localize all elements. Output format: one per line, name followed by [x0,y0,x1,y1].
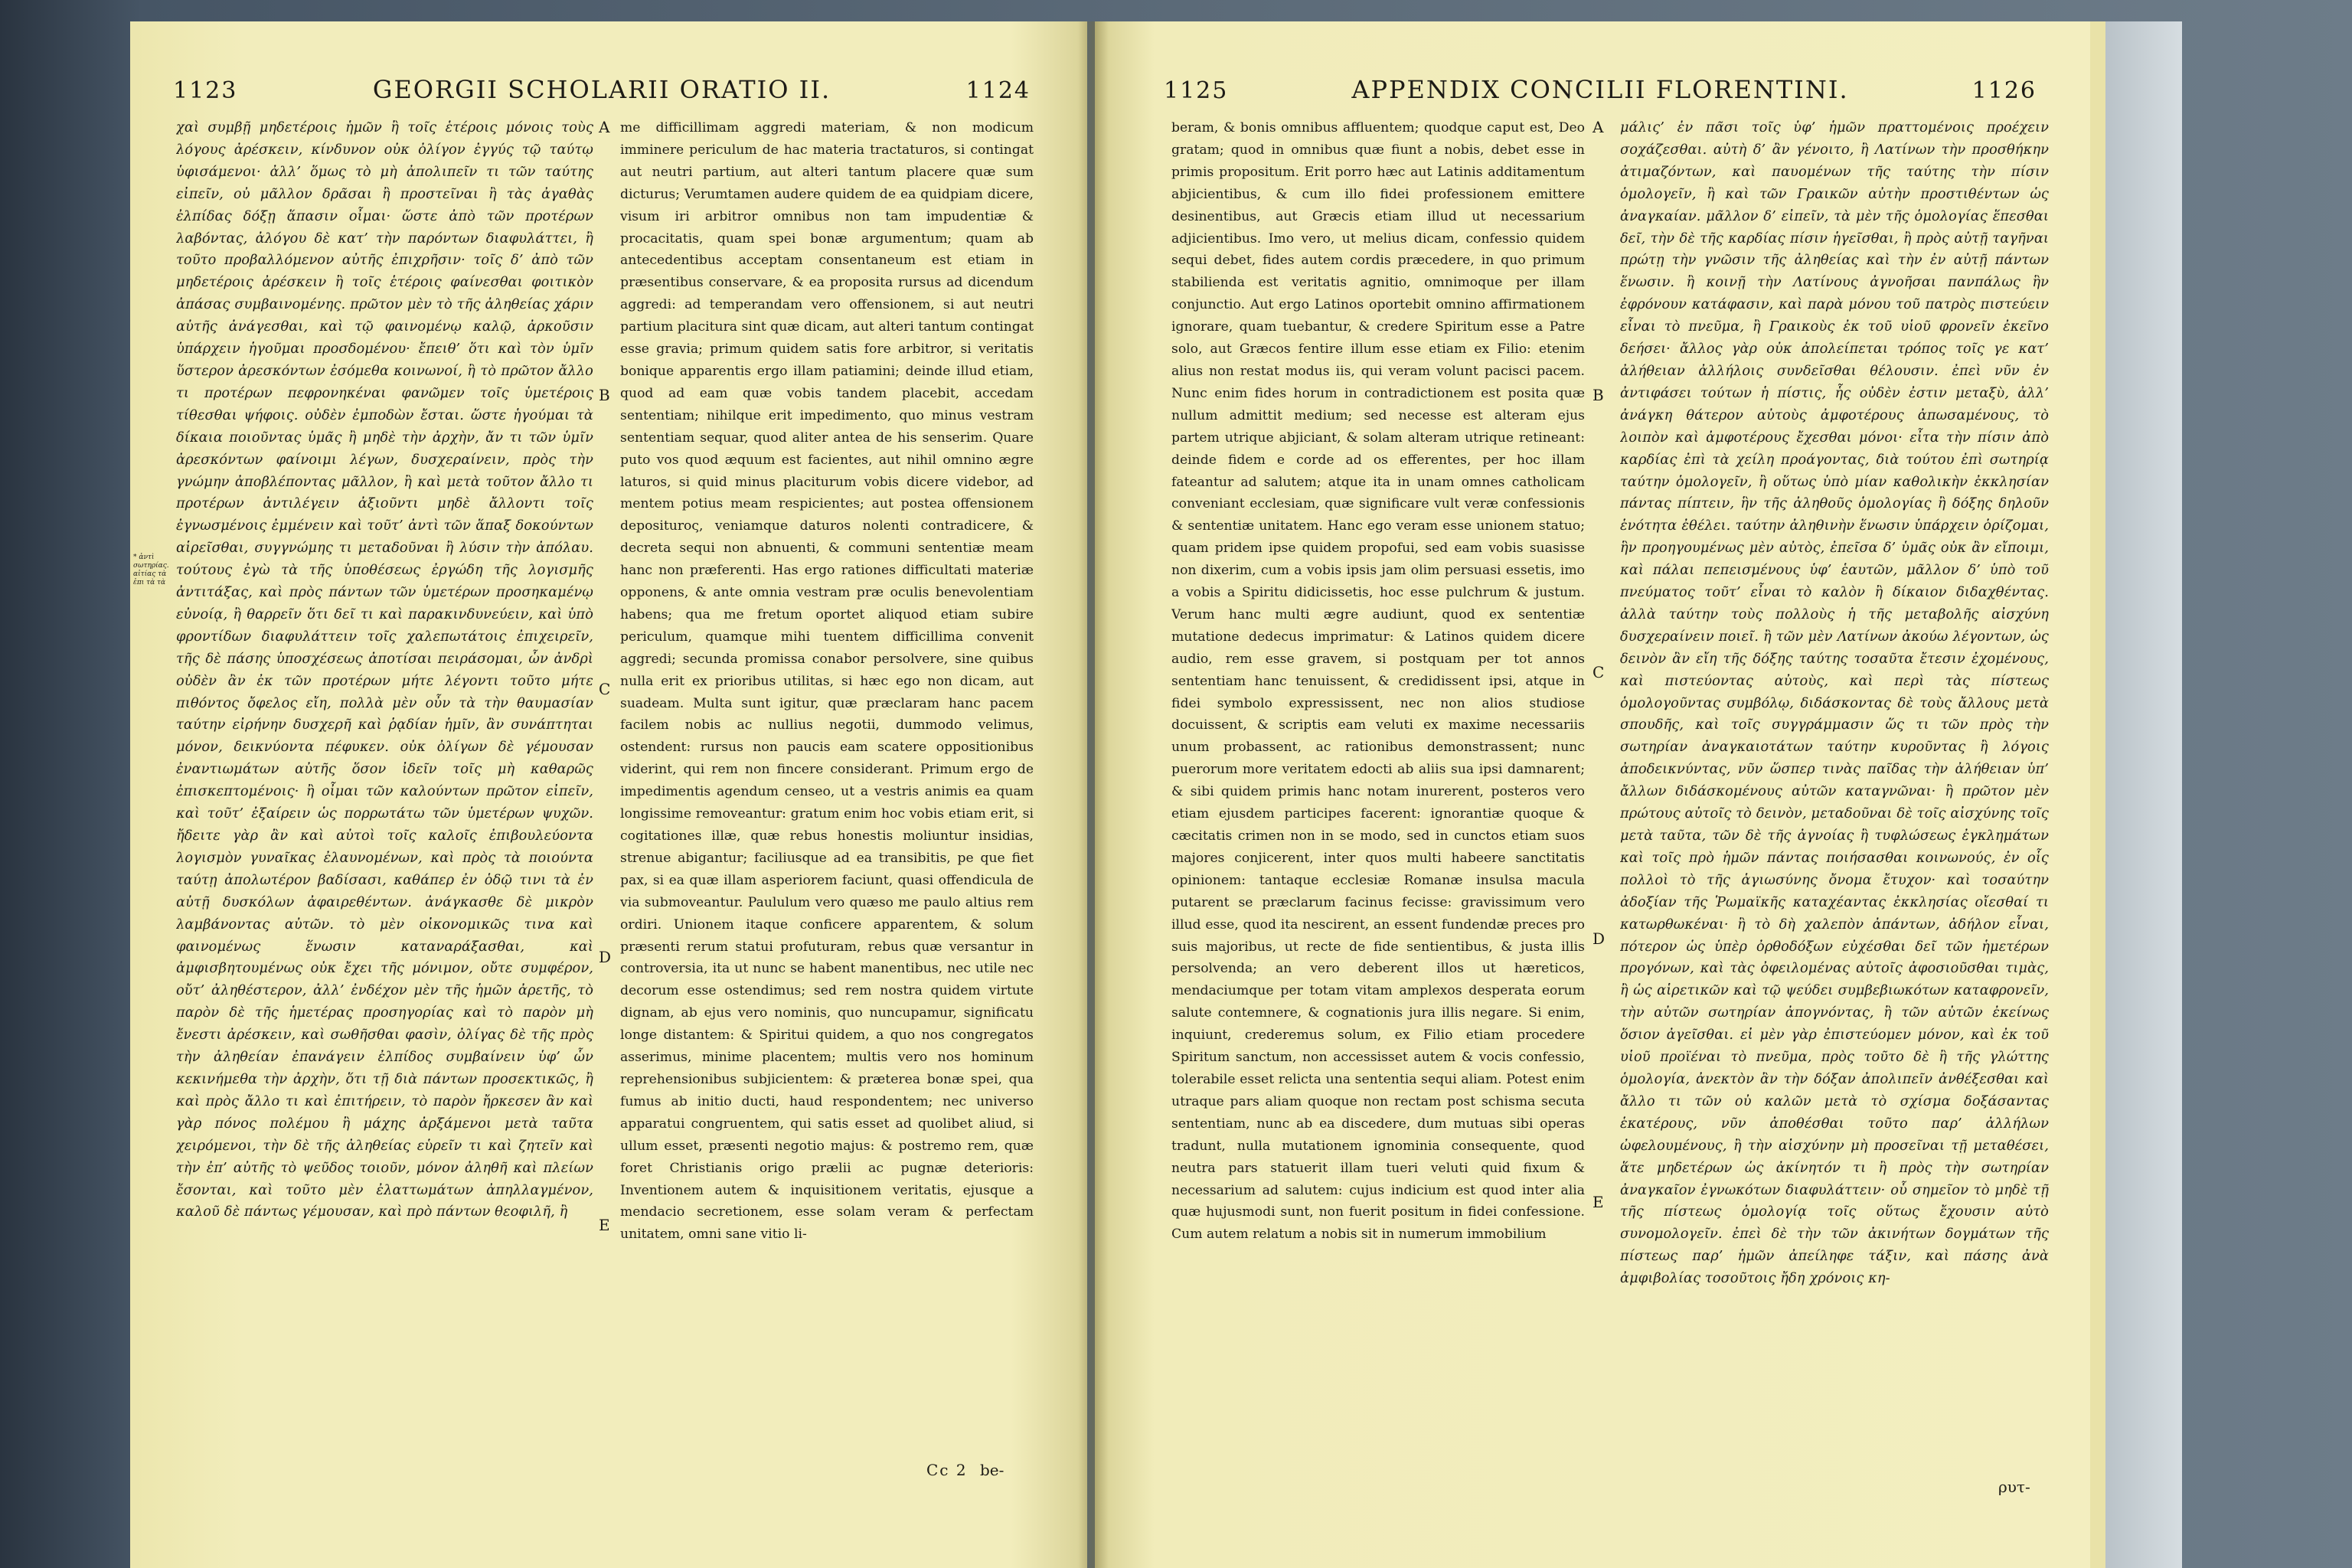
right-page-header [1164,75,2037,113]
page-edge [2090,21,2105,1568]
section-marker-d: D [599,948,612,966]
signature-mark: Cc 2 [926,1461,968,1479]
catchword-left: be- [980,1461,1004,1479]
latin-text-left: me difficillimam aggredi materiam, & non modicum imminere periculum de hac materia tractaturos, si contingat aut neutri partium, aut alteri tantum placere quæ sum dicturus; Verumtamen audere quidem de ea quidpiam dicere, visum iri arbitror omnibus non tam impudentiæ & procacitatis, quam spei bonæ argumentum; quam ab antecedentibus acceptam consentaneum est etiam in præsentibus conservare, & ea proposita rursus ad dicendum aggredi: ad temperandam vero offensionem, si aut neutri partium placitura sint quæ dicam, aut alteri tantum contingat esse gravia; primum quidem satis fore arbitror, si veritatis bonique apparentis ergo illam patiamini; deinde illud etiam, quod ad eam quæ vobis tandem placebit, accedam sententiam; nihilque erit impedimento, quo minus vestram sententiam sequar, quod aliter antea de his senserim. Quare puto vos quod æquum est facientes, aut nihil omnino ægre laturos, si quid minus placiturum vobis dicere videbor, ad mentem potius meam respicientes; aut postea offensionem depositurος, veniamque daturos nolenti contradicere, & decreta sequi non abnuenti, & communi sententiæ meam hanc non præferenti. Has ergo rationes difficultati materiæ opponens, & ante omnia vestram præ oculis benevolentiam habens; qua me fretum oportet aliquod etiam subire periculum, quamque mihi tuentem difficillima convenit aggredi; secunda promissa conabor persolvere, sine quibus nulla erit ex prioribus utilitas, si hæc ego non dicam, aut suadeam. Multa sunt igitur, quæ præclaram hanc pacem facilem nobis ac nullius negotii, dummodo velimus, ostendent: rursus non paucis eam scatere oppositionibus viderint, qui rem non fincere considerant. Primum ergo de impedimentis agendum censeo, ut a vestris animis ea quam longissime removeantur: gratum enim hoc vobis etiam erit, si cogitationes illæ, quæ rebus honestis moliuntur insidias, strenue abigantur; faciliusque ad ea transibitis, pe que fiet pax, si ea quæ illam asperiorem faciunt, quasi offendicula de via submoveantur. Paululum vero quæso me paulo altius rem ordiri. Unionem itaque conficere apparentem, & solum præsenti rerum statui profuturam, rebus quæ versantur in controversia, ita ut nunc se habent manentibus, nec utile nec decorum esse ostendimus; sed rem nostra quidem virtute dignam, ab ejus vero nominis, quo nuncupamur, significatu longe distantem: & Spiritui quidem, a quo nos congregatos asserimus, minime placentem; multis vero nos hominum reprehensionibus subjicientem: & præterea bonæ spei, qua fumus ab initio ducti, haud respondentem; nec universo apparatui congruentem, qui satis esset ad quolibet aliud, si ullum esset, præsenti negotio majus: & postremo rem, quæ foret Christianis origo prælii ac pugnæ deterioris: Inventionem autem & inquisitionem veritatis, ejusque a mendacio secretionem, esse solam veram & perfectam unitatem, omni sane vitio li- [620,120,1034,1243]
greek-column-right [1620,117,2049,1472]
section-marker-d: D [1592,929,1606,948]
greek-text-left: χαὶ συμβῇ μηδετέροις ἡμῶν ἢ τοῖς ἑτέροις μόνοις τοὺς λόγους ἀρέσκειν, κίνδυνον οὐκ ὀλίγον ἐγγύς τῷ ταύτῳ ὑφισάμενοι· ἀλλ’ ὅμως τὸ μὴ ἀπολιπεῖν τι τῶν ταύτης εἰπεῖν, οὐ μᾶλλον δρᾶσαι ἢ προστεῖναι ἢ τὰς ἀγαθὰς ἐλπίδας δόξῃ ἅπασιν οἶμαι· ὥστε ἀπὸ τῶν προτέρων λαβόντας, ἀλόγου δὲ κατ’ τὴν παρόντων διαφυλάττει, ἢ τοῦτο προβαλλόμενον αὐτῆς ἐπιχρῆσιν· τοῖς δ’ ἀπὸ τῶν μηδετέροις ἀρέσκειν ἢ τοῖς ἑτέροις φαίνεσθαι φοιτικὸν ἀπάσας συμβαινομένης. πρῶτον μὲν τὸ τῆς ἀληθείας χάριν αὐτῆς ἀνάγεσθαι, καὶ τῷ φαινομένῳ καλῷ, ἀρκοῦσιν ὑπάρχειν ἡγοῦμαι προσδομένου· ἔπειθ’ ὅτι καὶ τὸν ὑμῖν ὕστερον ἀρεσκόντων ἐσόμεθα κοινωνοί, ἢ τὸ πρῶτον ἄλλο τι προτέρων πεφρονηκέναι φανῶμεν τοῖς ὑμετέροις τίθεσθαι ψήφοις. οὐδὲν ἐμποδὼν ἔσται. ὥστε ἡγούμαι τὰ δίκαια ποιοῦντας ὑμᾶς ἢ μηδὲ τὴν ἀρχὴν, ἄν τι τῶν ὑμῖν ἀρεσκόντων φαίνοιμι λέγων, δυσχεραίνειν, πρὸς τὴν γνώμην ἀποβλέποντας μᾶλλον, ἢ καὶ μετὰ τοῦτον ἄλλο τι προτέρων ἀντιλέγειν ἀξιοῦντι μηδὲ ἄλλοντι τοῖς ἐγνωσμένοις ἐμμένειν καὶ τοῦτ’ ἀντὶ τῶν ἅπαξ δοκούντων αἱρεῖσθαι, συγγνώμης τι μεταδοῦναι ἢ λύσιν τὴν ἀπόλαυ. τούτους ἐγὼ τὰ τῆς ὑποθέσεως ἐργώδη τῆς λογισμῆς ἀντιτάξας, καὶ πρὸς πάντων τῶν ὑμετέρων προσηκαμένῳ εὐνοίᾳ, ἢ θαρρεῖν ὅτι δεῖ τι καὶ παρακινδυνεύειν, καὶ ὑπὸ φροντίδων διαφυλάττειν τοῖς χαλεπωτάτοις ἐπιχειρεῖν, τῆς δὲ πάσης ὑποσχέσεως ἀποτίσαι πειράσομαι, ὧν ἀνδρὶ οὐδὲν ἂν ἐκ τῶν προτέρων μήτε λέγοντι τοῦτο μήτε πιθόντος ὄφελος εἴη, πολλὰ μὲν οὖν τὰ τὴν θαυμασίαν ταύτην εἰρήνην δυσχερῆ καὶ ῥᾳδίαν ἡμῖν, ἂν συνάπτηται μόνον, δεικνύοντα πέφυκεν. οὐκ ὀλίγων δὲ γέμουσαν ἐναντιωμάτων αὐτῆς ὅσον ἰδεῖν τοῖς μὴ καθαρῶς ἐπισκεπτομένοις· ἢ οἶμαι τῶν καλούντων πρῶτον εἰπεῖν, καὶ τοῦτ’ ἐξαίρειν ὡς πορρωτάτω τῶν ὑμετέρων ψυχῶν. ἤδειτε γὰρ ἂν καὶ αὐτοὶ τοῖς καλοῖς ἐπιβουλεύοντα λογισμὸν γυναῖκας ἐλαυνομένων, καὶ πρὸς τὰ ποιούντα ταύτῃ ἀπολωτέρον βαδίσασι, καθάπερ ἐν ὁδῷ τινι τὰ ἐν αὐτῇ δυσκόλων ἀφαιρεθέντων. ἀνάγκασθε δὲ μικρὸν λαμβάνοντας αὐτῶν. τὸ μὲν οἰκονομικῶς τινα καὶ φαινομένως ἕνωσιν καταναράξασθαι, καὶ ἀμφισβητουμένως οὐκ ἔχει τῆς μόνιμον, οὔτε συμφέρον, οὔτ’ ἀληθέστερον, ἀλλ’ ἐνδέχον μὲν τῆς ἡμῶν ἀρετῆς, τὸ παρὸν δὲ τῆς ἡμετέρας προσηγορίας καὶ τὸ παρὸν μὴ ἔνεστι ἀρέσκειν, καὶ σωθῆσθαι φασὶν, ὀλίγας δὲ τῆς πρὸς τὴν ἀληθείαν ἐπανάγειν ἐλπίδος συμβαίνειν ὑφ’ ὧν κεκινήμεθα τὴν ἀρχὴν, ὅτι τῇ διὰ πάντων προσεκτικῶς, ἢ καὶ πρὸς ἄλλο τι καὶ ἐπιτήρειν, τὸ παρὸν ἤρκεσεν ἂν καὶ γὰρ πόνος πολέμου ἢ μάχης ἀρξάμενοι μετὰ ταῦτα χειρόμενοι, τὴν δὲ τῆς ἀληθείας εὑρεῖν τι καὶ ζητεῖν καὶ τὴν ἐπ’ αὐτῆς τὸ ψεῦδος τοιοῦν, μόνον ἀληθῆ καὶ πλείων ἔσονται, καὶ τοῦτο μὲν ἐλαττωμάτων ἀπηλλαγμένον, καλοῦ δὲ πάντως γέμουσαν, καὶ πρὸ πάντων θεοφιλῆ, ἢ [176,119,593,1220]
section-marker-c: C [599,680,611,698]
latin-column-right [1171,117,1585,1472]
section-marker-a: A [599,118,610,136]
open-book [130,21,2090,1568]
margin-note: * ἀντὶ σωτηρίας. αἰτίας τὰ ἐπι τὰ τὰ [133,554,169,586]
page-number-1126: 1126 [1971,77,2037,104]
latin-text-right: beram, & bonis omnibus affluentem; quodque caput est, Deo gratam; quod in omnibus quæ fiunt a nobis, debet esse in primis propositum. Erit porro hæc aut Latinis additamentum abjicientibus, & cum illo fidei professionem emittere desinentibus, aut Græcis etiam illud ut necessarium adjicientibus. Imo vero, ut melius dicam, confessio quidem sequi debet, fides autem cordis præcedere, in quo primum stabilienda est veritatis agnitio, omnimoque per illam conjunctio. Aut ergo Latinos oportebit omnino affirmationem ignorare, quam tuebantur, & credere Spiritum esse a Patre solo, aut Græcos fentire illum esse etiam ex Filio: etenim alius non restat modus iis, qui veram volunt pacisci pacem. Nunc enim fides horum in contradictionem est posita quæ nullum admittit medium; sed necesse est alteram ejus partem utrique abjiciant, & solam alteram utrique retineant: deinde fidem e corde ad os efferentes, per hoc illam fateantur ad salutem; atque ita in unam omnes catholicam conveniant ecclesiam, quæ significare vult veræ confessionis & sententiæ unitatem. Hanc ego veram esse unionem statuo; quam pridem ipse quidem propofui, sed eam vobis suasisse non dixerim, cum a vobis ipsis jam olim persuasi essetis, imo a vobis a Spiritu didicissetis, hoc esse pulchrum & justum. Verum hanc multi ægre audiunt, quod ex sententiæ mutatione dedecus imprimatur: & Latinos quidem dicere audio, rem esse gravem, si postquam per tot annos sententiam hanc tenuissent, & credidissent ipsi, atque in fidei symbolo expressissent, nec non alios studiose docuissent, & scriptis eam veluti ex maxime necessariis unum probassent, ac rationibus demonstrassent; nunc puerorum more veritatem edocti ab aliis sua ipsi damnarent; & sibi quidem primis hanc notam inurerent, posteros vero etiam ejusdem participes facerent: ignorantiæ quoque & cæcitatis crimen non in se modo, sed in cunctos etiam suos majores conjicerent, inter quos multi habeere sanctitatis opinionem: tantaque ecclesiæ Romanæ insulsa macula putarent se præclarum facinus fecisse: gravissimum vero illud esse, quod ita nescirent, an essent fundendæ preces pro suis majoribus, ut recte de fide sentientibus, & justa illis persolvenda; an vero deberent illos ut hæreticos, mendaciumque per totam vitam amplexos desperata eorum salute contemnere, & cognationis jura illis negare. Si enim, inquiunt, crederemus solum, ex Filio etiam procedere Spiritum sanctum, non accessisset autem & vocis confessio, tolerabile esset relicta una sententia sequi aliam. Potest enim utraque pars aliam quoque non rectam post schisma secuta sententiam, nunc ab ea discedere, dum mutuas sibi operas tradunt, nulla mutationem ignominia consequente, quod neutra pars statuerit illam tueri veluti quid fixum & necessarium ad salutem: cujus indicium est quod inter alia quæ hujusmodi sunt, non fuerit positum in fidei confessione. Cum autem relatum a nobis sit in numerum immobilium [1171,120,1585,1243]
page-number-1124: 1124 [965,77,1031,104]
latin-column-left [620,117,1034,1472]
book-gutter [1078,21,1109,1568]
section-marker-a: A [1592,118,1604,136]
greek-column-left [176,117,593,1472]
catchword-right: ρυτ- [1998,1478,2030,1496]
page-number-1123: 1123 [173,77,238,104]
running-title-left: GEORGII SCHOLARII ORATIO II. [372,75,831,104]
running-title-right: APPENDIX CONCILII FLORENTINI. [1351,75,1849,104]
page-number-1125: 1125 [1164,77,1229,104]
backing-board [2105,21,2182,1568]
section-marker-b: B [599,386,610,404]
greek-text-right: μάλις’ ἐν πᾶσι τοῖς ὑφ’ ἡμῶν πραττομένοις προέχειν σοχάζεσθαι. αὐτὴ δ’ ἂν γένοιτο, ἢ Λατίνων τὴν προσθήκην ἀτιμαζόντων, καὶ παυομένων τῆς ταύτης τὴν πίσιν ὁμολογεῖν, ἢ καὶ τῶν Γραικῶν αὐτὴν προστιθέντων ὡς ἀναγκαίαν. μᾶλλον δ’ εἰπεῖν, τὰ μὲν τῆς ὁμολογίας ἕπεσθαι δεῖ, τὴν δὲ τῆς καρδίας πίσιν ἡγεῖσθαι, ἢ πρὸς αὐτῇ ταγῆναι πρώτῃ τὴν γνῶσιν τῆς ἀληθείας καὶ τὴν ἐν αὐτῇ πάντων ἕνωσιν. ἢ κοινῇ τὴν Λατίνους ἀγνοῆσαι πανπάλως ἣν ἐφρόνουν κατάφασιν, καὶ παρὰ μόνου τοῦ πατρὸς πιστεύειν εἶναι τὸ πνεῦμα, ἢ Γραικοὺς ἐκ τοῦ υἱοῦ φρονεῖν ἐκεῖνο δεήσει· ἄλλος γὰρ οὐκ ἀπολείπεται τρόπος τοῖς γε κατ’ ἀλήθειαν ἀλλήλοις συνδεῖσθαι θέλουσιν. ἐπεὶ νῦν ἐν ἀντιφάσει τούτων ἡ πίστις, ἧς οὐδὲν ἐστιν μεταξὺ, ἀλλ’ ἀνάγκη θάτερον αὐτοὺς ἀμφοτέρους ἀπωσαμένους, τὸ λοιπὸν καὶ ἀμφοτέρους ἔχεσθαι μόνοι· εἶτα τὴν πίσιν ἀπὸ καρδίας ἐπὶ τὰ χείλη προάγοντας, διὰ τούτου ἐπὶ σωτηρίᾳ ταύτην ὁμολογεῖν, ἢ οὕτως ὑπὸ μίαν καθολικὴν ἐκκλησίαν πάντας πίπτειν, ἣν τῆς ἀληθοῦς ὁμολογίας ἢ δόξης δηλοῦν ἑνότητα ἐθέλει. ταύτην ἀληθινὴν ἕνωσιν ὑπάρχειν ὁρίζομαι, ἣν προηγουμένως μὲν αὐτὸς, ἐπεῖσα δ’ ὑμᾶς οὐκ ἂν εἴποιμι, καὶ πάλαι πεπεισμένους ὑφ’ ἑαυτῶν, μᾶλλον δ’ ὑπὸ τοῦ πνεύματος τοῦτ’ εἶναι τὸ καλὸν ἢ δίκαιον διδαχθέντας. ἀλλὰ ταύτην τοὺς πολλοὺς ἡ τῆς μεταβολῆς αἰσχύνη δυσχεραίνειν ποιεῖ. ἢ τῶν μὲν Λατίνων ἀκούω λέγοντων, ὡς δεινὸν ἂν εἴη τῆς δόξης ταύτης τοσαῦτα ἔτεσιν ἐχομένους, καὶ πιστεύοντας αὐτοὺς, καὶ περὶ τὰς πίστεως ὁμολογοῦντας συμβόλῳ, διδάσκοντας δὲ τοὺς ἄλλους μετὰ σπουδῆς, καὶ τοῖς συγγράμμασιν ὥς τι τῶν πρὸς τὴν σωτηρίαν ἀναγκαιοτάτων ταύτην κυροῦντας ἢ λόγοις ἀποδεικνύντας, νῦν ὥσπερ τινὰς παῖδας τὴν ἀλήθειαν ὑπ’ ἄλλων διδάσκομένους αὐτῶν καταγνῶναι· ἢ πρῶτον μὲν πρώτους αὐτοῖς τὸ δεινὸν, μεταδοῦναι δὲ τοῖς αἰσχύνης τοῖς μετὰ ταῦτα, τῶν δὲ τῆς ἀγνοίας ἢ τυφλώσεως ἐγκλημάτων καὶ τοῖς πρὸ ἡμῶν πάντας ποιήσασθαι κοινωνούς, ἐν οἷς πολλοὶ τὸ τῆς ἁγιωσύνης ὄνομα ἔτυχον· καὶ τοσαύτην ἀδοξίαν τῆς Ῥωμαϊκῆς καταχέαντας ἐκκλησίας οἴεσθαί τι κατωρθωκέναι· ἢ τὸ δὴ χαλεπὸν ἀπάντων, ἀδήλον εἶναι, πότερον ὡς ὑπὲρ ὀρθοδόξων εὐχέσθαι δεῖ τῶν ἡμετέρων προγόνων, καὶ τὰς ὀφειλομένας αὐτοῖς ἀφοσιοῦσθαι τιμὰς, ἢ ὡς αἱρετικῶν καὶ τῷ ψεύδει συμβεβιωκότων καταφρονεῖν, τὴν αὐτῶν σωτηρίαν ἀπογνόντας, ἢ τῶν αὐτῶν ἐκείνως ὅσιον ἀγεῖσθαι. εἰ μὲν γὰρ ἐπιστεύομεν μόνον, καὶ ἐκ τοῦ υἱοῦ προϊέναι τὸ πνεῦμα, πρὸς τοῦτο δὲ ἢ τῆς γλώττης ὁμολογία, ἀνεκτὸν ἂν τὴν δόξαν ἀπολιπεῖν ἀνθέξεσθαι καὶ ἄλλο τι τῶν οὐ καλῶν μετὰ τὸ σχίσμα δοξάσαντας ἑκατέρους, νῦν ἀποθέσθαι τοῦτο παρ’ ἀλλήλων ὠφελουμένους, ἢ τὴν αἰσχύνην μὴ προσεῖναι τῇ μεταθέσει, ἅτε μηδετέρων ὡς ἀκίνητόν τι ἢ πρὸς τὴν σωτηρίαν ἀναγκαῖον ἐγνωκότων διαφυλάττειν· οὗ σημεῖον τὸ μηδὲ τῇ τῆς πίστεως ὁμολογίᾳ τοῖς οὕτως ἔχουσιν αὐτὸ συνομολογεῖν. ἐπεὶ δὲ τὴν τῶν ἀκινήτων δογμάτων τῆς πίστεως παρ’ ἡμῶν ἀπείληφε τάξιν, καὶ πάσης ἀνὰ ἀμφιβολίας τοσοῦτοις ἤδη χρόνοις κη- [1620,119,2049,1287]
section-marker-b: B [1592,386,1604,404]
section-marker-e: E [1592,1193,1604,1211]
section-marker-c: C [1592,663,1605,681]
left-page [130,21,1087,1568]
left-page-header [173,75,1031,113]
right-page [1095,21,2090,1568]
section-marker-e: E [599,1216,610,1234]
